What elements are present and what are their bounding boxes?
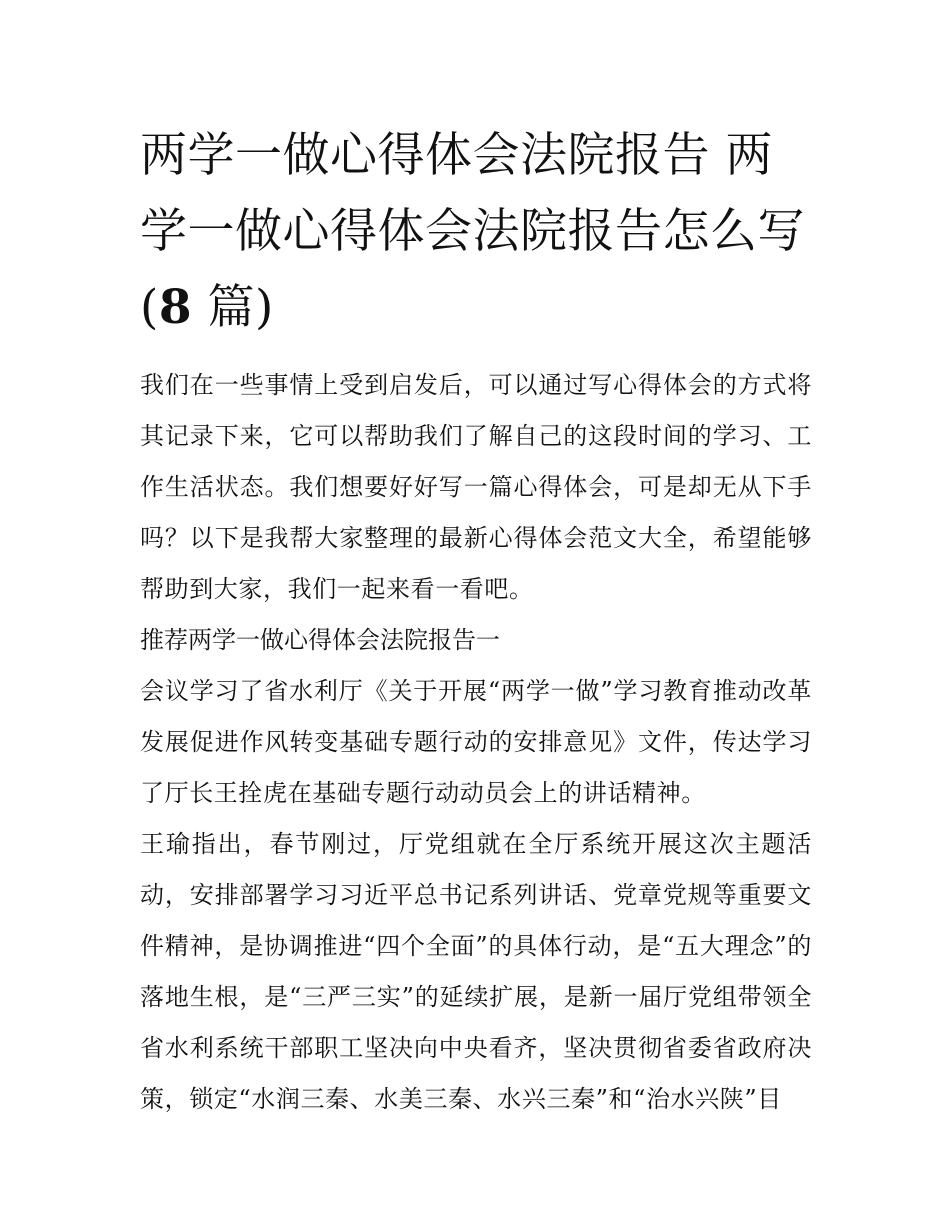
document-title [140,118,810,346]
body-paragraph-2: 王瑜指出，春节刚过，厅党组就在全厅系统开展这次主题活动，安排部署学习习近平总书记系列讲话、党章党规等重要文件精神，是协调推进“四个全面”的具体行动，是“五大理念”的落地生根，是“三严三实”的延续扩展，是新一届厅党组带领全省水利系统干部职工坚决向中央看齐，坚决贯彻省委省政府决策，锁定“水润三秦、水美三秦、水兴三秦”和“治水兴陕”目 [140,830,812,1113]
title-text: 两学一做心得体会法院报告 两学一做心得体会法院报告怎么写( [140,128,805,335]
title-number: 8 [158,280,193,335]
document-body [140,360,812,1125]
title-suffix: 篇) [192,280,274,335]
body-paragraph-1: 会议学习了省水利厅《关于开展“两学一做”学习教育推动改革发展促进作风转变基础专题行动的安排意见》文件，传达学习了厅长王拴虎在基础专题行动动员会上的讲话精神。 [140,677,812,807]
intro-paragraph: 我们在一些事情上受到启发后，可以通过写心得体会的方式将其记录下来，它可以帮助我们了解自己的这段时间的学习、工作生活状态。我们想要好好写一篇心得体会，可是却无从下手吗？以下是我帮大家整理的最新心得体会范文大全，希望能够帮助到大家，我们一起来看一看吧。 [140,371,812,603]
section-heading: 推荐两学一做心得体会法院报告一 [140,626,500,654]
